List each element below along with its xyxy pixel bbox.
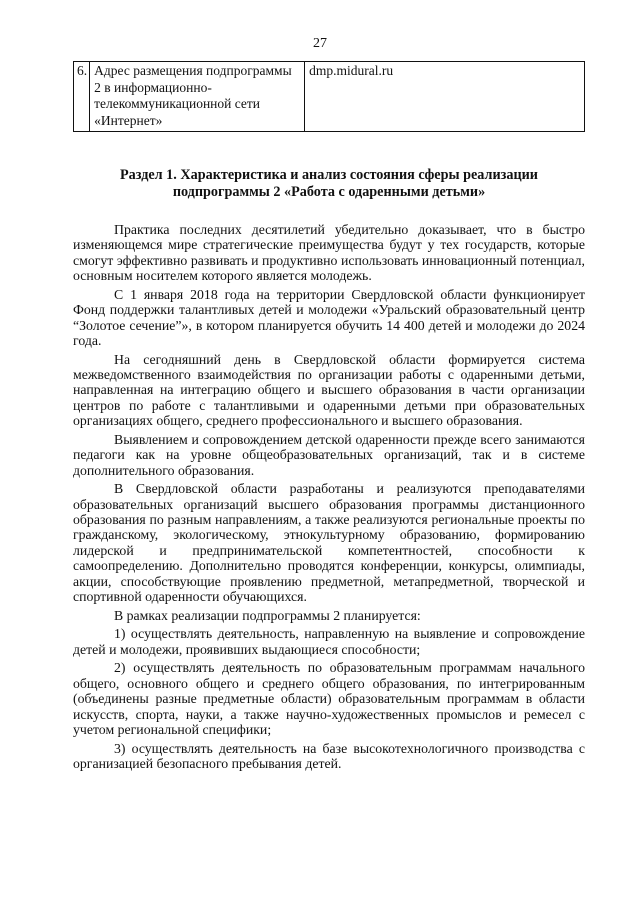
paragraph-1: Практика последних десятилетий убедительно доказывает, что в быстро изменяющемся мире стратегические преимущества будут у тех государств, которые смогут эффективно развивать и продуктивно использовать инновационный потенциал, основным носителем которого является молодежь. bbox=[73, 222, 585, 284]
section-title-line-2: подпрограммы 2 «Работа с одаренными детьми» bbox=[172, 184, 486, 200]
section-title bbox=[73, 167, 585, 201]
paragraph-5: В Свердловской области разработаны и реализуются преподавателями образовательных организаций высшего образования программы дистанционного образования по разным направлениям, а также реализуются региональные проекты по гражданскому, экологическому, этнокультурному образованию, формированию лидерской и предпринимательской компетентностей, способности к самоопределению. Дополнительно проводятся конференции, конкурсы, олимпиады, акции, способствующие проявлению предметной, метапредметной, творческой и спортивной одаренности обучающихся. bbox=[73, 481, 585, 605]
row-name: Адрес размещения подпрограммы 2 в информационно-телекоммуникационной сети «Интернет» bbox=[90, 62, 305, 132]
list-item-2: 2) осуществлять деятельность по образовательным программам начального общего, основного общего и среднего общего образования, по интегрированным (объединены разные предметные области) образовательным программам в области искусств, спорта, науки, а также научно-художественных промыслов и ремесел с учетом региональной специфики; bbox=[73, 660, 585, 737]
page-number: 27 bbox=[313, 36, 327, 51]
paragraph-2: С 1 января 2018 года на территории Свердловской области функционирует Фонд поддержки талантливых детей и молодежи «Уральский образовательный центр “Золотое сечение”», в котором планируется обучить 14 400 детей и молодежи до 2024 года. bbox=[73, 286, 585, 349]
row-value: dmp.midural.ru bbox=[305, 62, 585, 132]
body-text bbox=[73, 222, 585, 775]
paragraph-4: Выявлением и сопровождением детской одаренности прежде всего занимаются педагоги как на уровне общеобразовательных организаций, так и в системе дополнительного образования. bbox=[73, 431, 585, 478]
table-row bbox=[74, 62, 585, 132]
section-title-line-1: Раздел 1. Характеристика и анализ состояния сферы реализации bbox=[120, 167, 538, 183]
row-number: 6. bbox=[74, 62, 90, 132]
paragraph-6: В рамках реализации подпрограммы 2 планируется: bbox=[114, 607, 421, 623]
list-item-1: 1) осуществлять деятельность, направленную на выявление и сопровождение детей и молодежи, проявивших выдающиеся способности; bbox=[73, 626, 585, 657]
paragraph-3: На сегодняшний день в Свердловской области формируется система межведомственного взаимодействия по организации работы с одаренными детьми, направленная на интеграцию общего и высшего образования в части организации центров по работе с талантливыми и одаренными детьми при образовательных организациях общего, среднего профессионального и высшего образования. bbox=[73, 351, 585, 429]
passport-table bbox=[73, 61, 585, 132]
list-item-3: 3) осуществлять деятельность на базе высокотехнологичного производства с организацией безопасного пребывания детей. bbox=[73, 740, 585, 771]
